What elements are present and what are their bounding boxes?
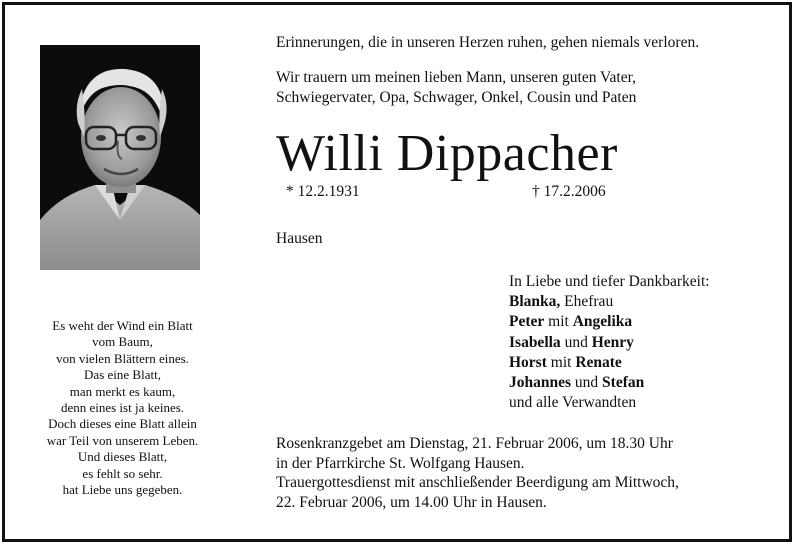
poem-line: von vielen Blättern eines. <box>56 350 189 366</box>
birth-date: * 12.2.1931 <box>286 183 360 200</box>
service-line: 22. Februar 2006, um 14.00 Uhr in Hausen. <box>276 493 547 511</box>
family-member-row <box>509 312 710 332</box>
poem-line: Und dieses Blatt, <box>77 449 168 465</box>
family-signatures <box>509 272 710 413</box>
family-joiner: mit <box>546 353 576 371</box>
poem-line: war Teil von unserem Leben. <box>46 432 199 448</box>
family-closing: und alle Verwandten <box>509 394 637 412</box>
poem-line: es fehlt so sehr. <box>82 465 163 481</box>
service-line: Rosenkranzgebet am Dienstag, 21. Februar 2006, um 18.30 Uhr <box>276 435 673 452</box>
family-name: Renate <box>575 353 622 371</box>
family-joiner: und <box>560 333 592 351</box>
family-joiner: mit <box>544 313 573 331</box>
family-name: Blanka, <box>509 293 561 311</box>
service-line: in der Pfarrkirche St. Wolfgang Hausen. <box>276 454 525 472</box>
poem-line: denn eines ist ja keines. <box>60 400 185 416</box>
poem-line: Doch dieses eine Blatt allein <box>48 416 197 432</box>
death-date: † 17.2.2006 <box>532 183 606 200</box>
deceased-name: Willi Dippacher <box>276 125 618 182</box>
poem-line: Es weht der Wind ein Blatt <box>52 318 193 333</box>
poem-line: vom Baum, <box>92 334 153 350</box>
intro-quote: Erinnerungen, die in unseren Herzen ruhen, gehen niemals verloren. <box>276 34 700 51</box>
portrait-photo <box>40 45 200 270</box>
mourning-line: Schwiegervater, Opa, Schwager, Onkel, Cousin und Paten <box>276 89 637 106</box>
hometown: Hausen <box>276 230 323 247</box>
family-joiner: und <box>571 374 603 392</box>
poem-line: hat Liebe uns gegeben. <box>62 482 183 498</box>
family-name: Horst <box>509 353 547 371</box>
family-relation: Ehefrau <box>560 293 614 311</box>
mourning-text <box>276 68 636 108</box>
portrait-illustration <box>40 45 200 270</box>
family-member-row <box>509 353 710 373</box>
family-member-row <box>509 373 710 393</box>
family-name: Isabella <box>509 333 561 351</box>
poem-line: man merkt es kaum, <box>69 383 176 399</box>
family-name: Angelika <box>572 313 633 331</box>
service-details <box>276 434 679 512</box>
memorial-poem <box>20 318 225 498</box>
family-member-row <box>509 292 710 312</box>
service-line: Trauergottesdienst mit anschließender Beerdigung am Mittwoch, <box>276 474 679 491</box>
family-name: Peter <box>509 313 545 331</box>
family-name: Johannes <box>509 374 572 392</box>
family-heading: In Liebe und tiefer Dankbarkeit: <box>509 273 710 290</box>
family-member-row <box>509 333 710 353</box>
mourning-line: Wir trauern um meinen lieben Mann, unseren guten Vater, <box>276 69 637 86</box>
family-name: Henry <box>591 333 634 351</box>
poem-line: Das eine Blatt, <box>84 367 161 383</box>
family-name: Stefan <box>602 374 645 392</box>
